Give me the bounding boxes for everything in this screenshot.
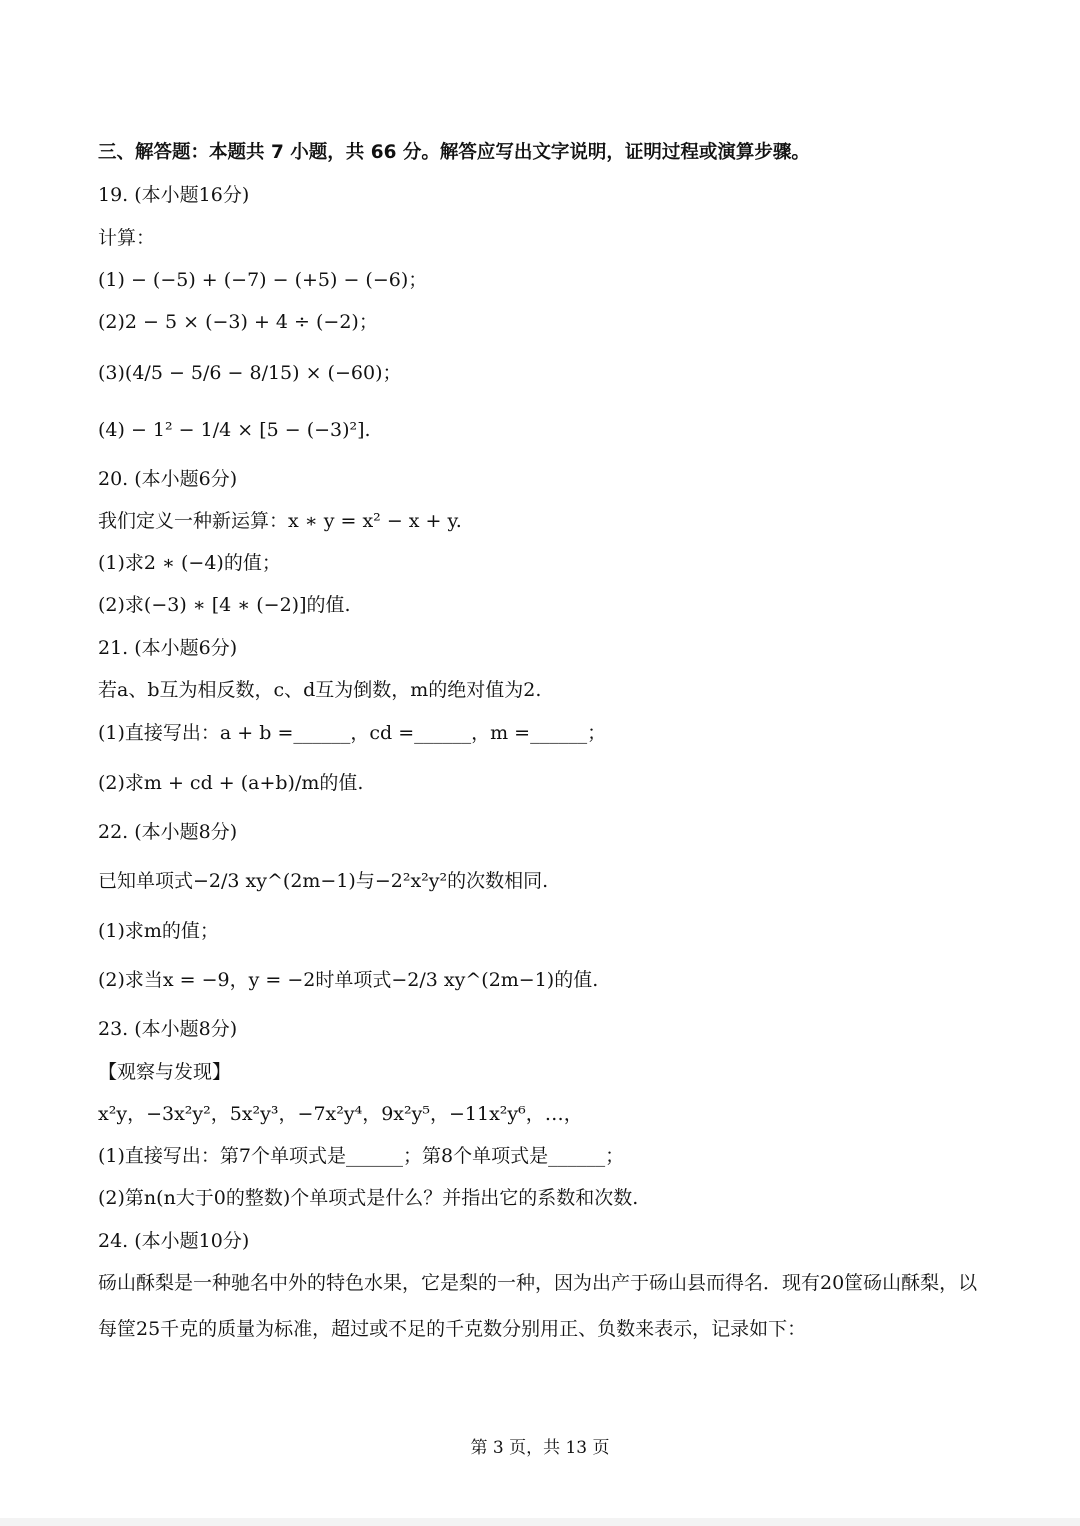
- question-22-item-2: (2)求当x = −9，y = −2时单项式−2/3 xy^(2m−1)的值.: [98, 969, 599, 991]
- page-footer: 第 3 页，共 13 页: [470, 1438, 610, 1458]
- question-23-item-2: (2)第n(n大于0的整数)个单项式是什么？并指出它的系数和次数.: [98, 1187, 639, 1209]
- question-21-header: 21. (本小题6分): [98, 637, 238, 659]
- question-23-header: 23. (本小题8分): [98, 1018, 238, 1040]
- question-19-item-1: (1) − (−5) + (−7) − (+5) − (−6)；: [98, 269, 428, 291]
- question-20-item-1: (1)求2 ∗ (−4)的值；: [98, 552, 281, 574]
- question-21-intro: 若a、b互为相反数，c、d互为倒数，m的绝对值为2.: [98, 679, 542, 701]
- question-22-header: 22. (本小题8分): [98, 821, 238, 843]
- question-19-item-2: (2)2 − 5 × (−3) + 4 ÷ (−2)；: [98, 311, 378, 333]
- question-21-item-2: (2)求m + cd + (a+b)/m的值.: [98, 772, 364, 794]
- question-19-item-3: (3)(4/5 − 5/6 − 8/15) × (−60)；: [98, 362, 402, 384]
- question-19-item-4: (4) − 1² − 1/4 × [5 − (−3)²].: [98, 419, 371, 441]
- section-title: 三、解答题：本题共 7 小题，共 66 分。解答应写出文字说明，证明过程或演算步骤。: [98, 142, 810, 163]
- question-24-header: 24. (本小题10分): [98, 1230, 250, 1252]
- question-20-header: 20. (本小题6分): [98, 468, 238, 490]
- question-23-item-1: (1)直接写出：第7个单项式是______；第8个单项式是______；: [98, 1145, 625, 1167]
- question-23-sequence: x²y，−3x²y²，5x²y³，−7x²y⁴，9x²y⁵，−11x²y⁶，…，: [98, 1103, 583, 1125]
- question-20-intro: 我们定义一种新运算：x ∗ y = x² − x + y.: [98, 510, 462, 532]
- question-19-intro: 计算：: [98, 227, 156, 249]
- question-19-header: 19. (本小题16分): [98, 184, 250, 206]
- question-24-text: 砀山酥梨是一种驰名中外的特色水果，它是梨的一种，因为出产于砀山县而得名．现有20筐砀山酥梨，以每筐25千克的质量为标准，超过或不足的千克数分别用正、负数来表示，记录如下：: [98, 1272, 978, 1340]
- question-20-item-2: (2)求(−3) ∗ [4 ∗ (−2)]的值.: [98, 594, 351, 616]
- question-22-item-1: (1)求m的值；: [98, 920, 219, 942]
- question-22-intro: 已知单项式−2/3 xy^(2m−1)与−2²x²y²的次数相同.: [98, 870, 549, 892]
- page-bottom-edge: [0, 1518, 1080, 1526]
- question-21-item-1: (1)直接写出：a + b =______，cd =______，m =______；: [98, 722, 607, 744]
- question-23-intro: 【观察与发现】: [98, 1061, 232, 1083]
